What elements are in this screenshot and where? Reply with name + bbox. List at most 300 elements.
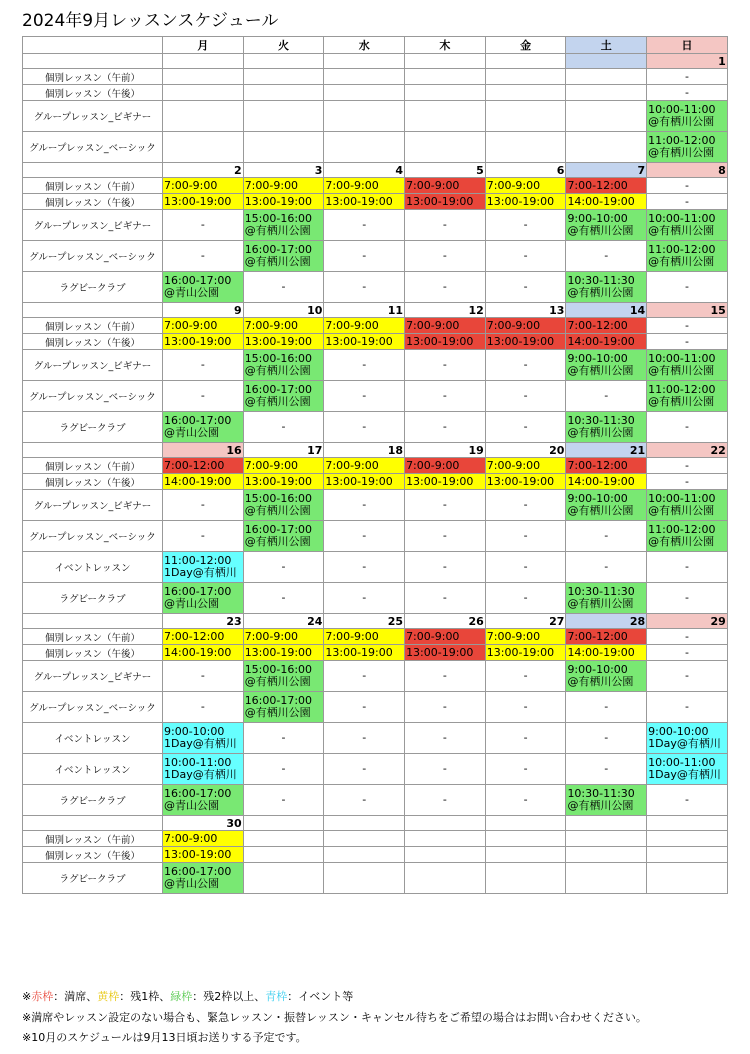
- slot-cell: 13:00-19:00: [485, 194, 566, 210]
- slot-cell: 14:00-19:00: [566, 334, 647, 350]
- slot-cell: -: [647, 412, 728, 443]
- schedule-table: [22, 36, 728, 894]
- slot-cell: 13:00-19:00: [163, 847, 244, 863]
- slot-cell: [324, 831, 405, 847]
- slot-cell: [405, 863, 486, 894]
- weekday-tue: 火: [243, 37, 324, 54]
- slot-cell: -: [324, 723, 405, 754]
- lesson-label: 個別レッスン（午前）: [23, 178, 163, 194]
- slot-cell: [324, 85, 405, 101]
- date-row-label: [23, 303, 163, 318]
- lesson-row: [23, 272, 728, 303]
- slot-cell: 16:00-17:00 @有栖川公園: [243, 381, 324, 412]
- slot-cell: 11:00-12:00 @有栖川公園: [647, 381, 728, 412]
- date-cell: 28: [566, 614, 647, 629]
- lesson-row: [23, 350, 728, 381]
- slot-cell: -: [324, 552, 405, 583]
- slot-cell: 7:00-9:00: [324, 458, 405, 474]
- slot-cell: 7:00-9:00: [324, 178, 405, 194]
- lesson-row: [23, 210, 728, 241]
- date-row: [23, 614, 728, 629]
- slot-cell: 10:00-11:00 @有栖川公園: [647, 350, 728, 381]
- slot-cell: 9:00-10:00 @有栖川公園: [566, 490, 647, 521]
- slot-cell: -: [405, 521, 486, 552]
- date-cell: [324, 816, 405, 831]
- legend-green: 緑枠: [170, 990, 193, 1003]
- slot-cell: 13:00-19:00: [405, 474, 486, 490]
- slot-cell: [647, 863, 728, 894]
- slot-cell: 14:00-19:00: [163, 645, 244, 661]
- slot-cell: -: [566, 521, 647, 552]
- slot-cell: 7:00-12:00: [163, 629, 244, 645]
- date-row: [23, 443, 728, 458]
- slot-cell: -: [324, 210, 405, 241]
- date-cell: 27: [485, 614, 566, 629]
- slot-cell: 9:00-10:00 1Day@有栖川: [647, 723, 728, 754]
- slot-cell: -: [647, 318, 728, 334]
- weekday-sat: 土: [566, 37, 647, 54]
- slot-cell: -: [647, 692, 728, 723]
- slot-cell: -: [163, 521, 244, 552]
- lesson-label: ラグビークラブ: [23, 412, 163, 443]
- slot-cell: -: [243, 754, 324, 785]
- date-cell: 13: [485, 303, 566, 318]
- slot-cell: 10:00-11:00 1Day@有栖川: [163, 754, 244, 785]
- slot-cell: -: [405, 785, 486, 816]
- slot-cell: -: [324, 412, 405, 443]
- slot-cell: -: [647, 785, 728, 816]
- slot-cell: 11:00-12:00 1Day@有栖川: [163, 552, 244, 583]
- slot-cell: -: [566, 754, 647, 785]
- slot-cell: [485, 101, 566, 132]
- slot-cell: -: [243, 785, 324, 816]
- corner-cell: [23, 37, 163, 54]
- slot-cell: 7:00-9:00: [485, 629, 566, 645]
- slot-cell: 16:00-17:00 @青山公園: [163, 412, 244, 443]
- slot-cell: [243, 69, 324, 85]
- lesson-label: グループレッスン_ベーシック: [23, 521, 163, 552]
- slot-cell: -: [566, 241, 647, 272]
- slot-cell: 13:00-19:00: [163, 194, 244, 210]
- slot-cell: -: [485, 692, 566, 723]
- slot-cell: [405, 69, 486, 85]
- slot-cell: -: [405, 552, 486, 583]
- slot-cell: 16:00-17:00 @青山公園: [163, 785, 244, 816]
- lesson-row: [23, 194, 728, 210]
- slot-cell: 7:00-9:00: [485, 178, 566, 194]
- lesson-label: 個別レッスン（午前）: [23, 458, 163, 474]
- slot-cell: -: [324, 785, 405, 816]
- lesson-row: [23, 661, 728, 692]
- date-cell: [485, 816, 566, 831]
- slot-cell: -: [405, 723, 486, 754]
- lesson-label: 個別レッスン（午前）: [23, 831, 163, 847]
- date-cell: 24: [243, 614, 324, 629]
- lesson-label: イベントレッスン: [23, 552, 163, 583]
- slot-cell: 15:00-16:00 @有栖川公園: [243, 350, 324, 381]
- slot-cell: -: [485, 723, 566, 754]
- slot-cell: 7:00-12:00: [566, 629, 647, 645]
- date-cell: 19: [405, 443, 486, 458]
- lesson-row: [23, 552, 728, 583]
- lesson-row: [23, 583, 728, 614]
- slot-cell: -: [324, 754, 405, 785]
- date-cell: [243, 816, 324, 831]
- slot-cell: 9:00-10:00 @有栖川公園: [566, 350, 647, 381]
- slot-cell: -: [647, 458, 728, 474]
- lesson-row: [23, 69, 728, 85]
- slot-cell: [485, 69, 566, 85]
- slot-cell: [566, 863, 647, 894]
- lesson-label: グループレッスン_ベーシック: [23, 692, 163, 723]
- slot-cell: 11:00-12:00 @有栖川公園: [647, 132, 728, 163]
- date-row-label: [23, 163, 163, 178]
- slot-cell: -: [485, 583, 566, 614]
- slot-cell: 14:00-19:00: [566, 194, 647, 210]
- slot-cell: 13:00-19:00: [324, 474, 405, 490]
- slot-cell: -: [485, 754, 566, 785]
- lesson-label: グループレッスン_ベーシック: [23, 381, 163, 412]
- slot-cell: 13:00-19:00: [324, 645, 405, 661]
- legend-red: 赤枠: [31, 990, 54, 1003]
- lesson-row: [23, 85, 728, 101]
- lesson-label: グループレッスン_ビギナー: [23, 210, 163, 241]
- slot-cell: 13:00-19:00: [163, 334, 244, 350]
- lesson-row: [23, 521, 728, 552]
- lesson-label: グループレッスン_ベーシック: [23, 132, 163, 163]
- slot-cell: 13:00-19:00: [243, 194, 324, 210]
- lesson-row: [23, 847, 728, 863]
- date-cell: 1: [647, 54, 728, 69]
- slot-cell: -: [163, 241, 244, 272]
- lesson-label: 個別レッスン（午後）: [23, 85, 163, 101]
- slot-cell: 13:00-19:00: [485, 474, 566, 490]
- note-october: ※10月のスケジュールは9月13日頃お送りする予定です。: [22, 1031, 307, 1044]
- slot-cell: -: [485, 521, 566, 552]
- slot-cell: -: [163, 210, 244, 241]
- slot-cell: -: [485, 661, 566, 692]
- slot-cell: -: [405, 583, 486, 614]
- slot-cell: -: [324, 521, 405, 552]
- slot-cell: [163, 85, 244, 101]
- slot-cell: 16:00-17:00 @青山公園: [163, 583, 244, 614]
- slot-cell: -: [566, 381, 647, 412]
- lesson-label: 個別レッスン（午後）: [23, 847, 163, 863]
- slot-cell: [566, 847, 647, 863]
- slot-cell: -: [405, 350, 486, 381]
- date-row-label: [23, 443, 163, 458]
- slot-cell: [163, 69, 244, 85]
- date-cell: 18: [324, 443, 405, 458]
- slot-cell: -: [485, 785, 566, 816]
- slot-cell: -: [405, 692, 486, 723]
- date-cell: [324, 54, 405, 69]
- date-cell: 26: [405, 614, 486, 629]
- date-cell: [647, 816, 728, 831]
- slot-cell: -: [405, 272, 486, 303]
- lesson-row: [23, 645, 728, 661]
- date-cell: 22: [647, 443, 728, 458]
- lesson-label: 個別レッスン（午前）: [23, 69, 163, 85]
- schedule-body: [23, 37, 728, 894]
- date-cell: 21: [566, 443, 647, 458]
- slot-cell: 7:00-9:00: [405, 318, 486, 334]
- slot-cell: 7:00-12:00: [163, 458, 244, 474]
- lesson-row: [23, 490, 728, 521]
- date-cell: [163, 54, 244, 69]
- slot-cell: 7:00-9:00: [243, 629, 324, 645]
- slot-cell: 10:00-11:00 @有栖川公園: [647, 210, 728, 241]
- slot-cell: -: [485, 381, 566, 412]
- slot-cell: 10:30-11:30 @有栖川公園: [566, 583, 647, 614]
- slot-cell: -: [647, 552, 728, 583]
- date-row: [23, 54, 728, 69]
- slot-cell: 9:00-10:00 @有栖川公園: [566, 661, 647, 692]
- slot-cell: 13:00-19:00: [405, 194, 486, 210]
- slot-cell: -: [405, 210, 486, 241]
- slot-cell: [566, 85, 647, 101]
- slot-cell: 13:00-19:00: [243, 645, 324, 661]
- note-contact: ※満席やレッスン設定のない場合も、緊急レッスン・振替レッスン・キャンセル待ちをご希望の場合はお問い合わせください。: [22, 1011, 647, 1024]
- date-cell: [243, 54, 324, 69]
- weekday-thu: 木: [405, 37, 486, 54]
- slot-cell: [647, 831, 728, 847]
- lesson-row: [23, 692, 728, 723]
- legend-red-desc: ：満席、: [53, 990, 98, 1003]
- slot-cell: [485, 847, 566, 863]
- slot-cell: [566, 101, 647, 132]
- slot-cell: -: [566, 723, 647, 754]
- lesson-row: [23, 723, 728, 754]
- slot-cell: 16:00-17:00 @有栖川公園: [243, 241, 324, 272]
- date-cell: 5: [405, 163, 486, 178]
- slot-cell: [163, 101, 244, 132]
- slot-cell: 9:00-10:00 @有栖川公園: [566, 210, 647, 241]
- slot-cell: -: [405, 241, 486, 272]
- slot-cell: [324, 101, 405, 132]
- slot-cell: -: [647, 69, 728, 85]
- slot-cell: 7:00-9:00: [485, 458, 566, 474]
- slot-cell: -: [324, 583, 405, 614]
- slot-cell: [243, 132, 324, 163]
- slot-cell: -: [163, 661, 244, 692]
- slot-cell: -: [647, 178, 728, 194]
- slot-cell: 7:00-9:00: [243, 458, 324, 474]
- date-row: [23, 816, 728, 831]
- slot-cell: -: [647, 334, 728, 350]
- slot-cell: -: [647, 194, 728, 210]
- slot-cell: -: [324, 350, 405, 381]
- lesson-label: 個別レッスン（午前）: [23, 629, 163, 645]
- lesson-row: [23, 863, 728, 894]
- slot-cell: [405, 85, 486, 101]
- slot-cell: -: [243, 412, 324, 443]
- slot-cell: 7:00-9:00: [405, 629, 486, 645]
- date-row: [23, 163, 728, 178]
- slot-cell: -: [163, 692, 244, 723]
- lesson-row: [23, 785, 728, 816]
- lesson-row: [23, 412, 728, 443]
- date-cell: 11: [324, 303, 405, 318]
- slot-cell: -: [485, 412, 566, 443]
- date-cell: [566, 54, 647, 69]
- slot-cell: -: [243, 723, 324, 754]
- date-cell: 29: [647, 614, 728, 629]
- slot-cell: 7:00-9:00: [405, 178, 486, 194]
- slot-cell: [243, 101, 324, 132]
- slot-cell: 10:00-11:00 @有栖川公園: [647, 490, 728, 521]
- lesson-row: [23, 101, 728, 132]
- slot-cell: [324, 132, 405, 163]
- slot-cell: [324, 847, 405, 863]
- date-row-label: [23, 614, 163, 629]
- slot-cell: [566, 831, 647, 847]
- date-cell: [566, 816, 647, 831]
- legend: [22, 988, 353, 1004]
- slot-cell: -: [324, 272, 405, 303]
- slot-cell: [566, 132, 647, 163]
- slot-cell: [566, 69, 647, 85]
- slot-cell: -: [405, 412, 486, 443]
- slot-cell: -: [324, 241, 405, 272]
- slot-cell: 15:00-16:00 @有栖川公園: [243, 661, 324, 692]
- slot-cell: [243, 85, 324, 101]
- slot-cell: -: [485, 241, 566, 272]
- date-cell: 4: [324, 163, 405, 178]
- slot-cell: [324, 69, 405, 85]
- slot-cell: -: [647, 661, 728, 692]
- lesson-row: [23, 831, 728, 847]
- date-cell: [485, 54, 566, 69]
- slot-cell: 14:00-19:00: [566, 474, 647, 490]
- slot-cell: 15:00-16:00 @有栖川公園: [243, 490, 324, 521]
- lesson-label: グループレッスン_ビギナー: [23, 661, 163, 692]
- slot-cell: 7:00-12:00: [566, 178, 647, 194]
- slot-cell: 13:00-19:00: [485, 645, 566, 661]
- slot-cell: -: [405, 661, 486, 692]
- slot-cell: [485, 863, 566, 894]
- lesson-label: グループレッスン_ベーシック: [23, 241, 163, 272]
- slot-cell: [405, 831, 486, 847]
- lesson-row: [23, 318, 728, 334]
- slot-cell: -: [243, 583, 324, 614]
- slot-cell: 7:00-9:00: [405, 458, 486, 474]
- date-cell: 20: [485, 443, 566, 458]
- slot-cell: [405, 132, 486, 163]
- slot-cell: -: [647, 629, 728, 645]
- slot-cell: 11:00-12:00 @有栖川公園: [647, 521, 728, 552]
- slot-cell: -: [243, 552, 324, 583]
- slot-cell: -: [243, 272, 324, 303]
- slot-cell: -: [485, 552, 566, 583]
- date-cell: 16: [163, 443, 244, 458]
- weekday-header-row: [23, 37, 728, 54]
- lesson-row: [23, 178, 728, 194]
- slot-cell: 16:00-17:00 @青山公園: [163, 863, 244, 894]
- slot-cell: 14:00-19:00: [163, 474, 244, 490]
- lesson-row: [23, 241, 728, 272]
- date-cell: [405, 54, 486, 69]
- date-cell: 9: [163, 303, 244, 318]
- slot-cell: [485, 85, 566, 101]
- legend-cyan: 青枠: [265, 990, 288, 1003]
- slot-cell: 7:00-9:00: [163, 318, 244, 334]
- slot-cell: -: [647, 583, 728, 614]
- date-cell: 2: [163, 163, 244, 178]
- slot-cell: -: [647, 645, 728, 661]
- slot-cell: [243, 847, 324, 863]
- slot-cell: 7:00-9:00: [485, 318, 566, 334]
- slot-cell: 11:00-12:00 @有栖川公園: [647, 241, 728, 272]
- lesson-row: [23, 334, 728, 350]
- slot-cell: 13:00-19:00: [243, 334, 324, 350]
- slot-cell: [243, 863, 324, 894]
- lesson-row: [23, 754, 728, 785]
- slot-cell: 10:00-11:00 1Day@有栖川: [647, 754, 728, 785]
- lesson-label: イベントレッスン: [23, 723, 163, 754]
- slot-cell: [485, 132, 566, 163]
- slot-cell: -: [163, 350, 244, 381]
- slot-cell: 13:00-19:00: [324, 194, 405, 210]
- lesson-label: グループレッスン_ビギナー: [23, 101, 163, 132]
- lesson-row: [23, 381, 728, 412]
- slot-cell: [485, 831, 566, 847]
- legend-yellow-desc: ：残1枠、: [119, 990, 171, 1003]
- slot-cell: -: [324, 381, 405, 412]
- slot-cell: 13:00-19:00: [405, 334, 486, 350]
- slot-cell: -: [647, 474, 728, 490]
- slot-cell: [324, 863, 405, 894]
- slot-cell: 9:00-10:00 1Day@有栖川: [163, 723, 244, 754]
- slot-cell: -: [485, 350, 566, 381]
- lesson-label: グループレッスン_ビギナー: [23, 490, 163, 521]
- slot-cell: 10:30-11:30 @有栖川公園: [566, 272, 647, 303]
- slot-cell: 7:00-9:00: [243, 318, 324, 334]
- date-cell: 8: [647, 163, 728, 178]
- slot-cell: 7:00-9:00: [163, 178, 244, 194]
- date-cell: 6: [485, 163, 566, 178]
- slot-cell: 13:00-19:00: [243, 474, 324, 490]
- lesson-row: [23, 629, 728, 645]
- date-cell: 25: [324, 614, 405, 629]
- weekday-fri: 金: [485, 37, 566, 54]
- slot-cell: 16:00-17:00 @青山公園: [163, 272, 244, 303]
- slot-cell: -: [405, 381, 486, 412]
- lesson-label: 個別レッスン（午後）: [23, 474, 163, 490]
- date-cell: 14: [566, 303, 647, 318]
- slot-cell: 16:00-17:00 @有栖川公園: [243, 692, 324, 723]
- slot-cell: [405, 847, 486, 863]
- slot-cell: -: [405, 490, 486, 521]
- date-cell: [405, 816, 486, 831]
- lesson-label: イベントレッスン: [23, 754, 163, 785]
- lesson-label: グループレッスン_ビギナー: [23, 350, 163, 381]
- lesson-label: ラグビークラブ: [23, 583, 163, 614]
- lesson-label: ラグビークラブ: [23, 785, 163, 816]
- slot-cell: 7:00-9:00: [324, 629, 405, 645]
- slot-cell: 15:00-16:00 @有栖川公園: [243, 210, 324, 241]
- slot-cell: 7:00-9:00: [243, 178, 324, 194]
- lesson-row: [23, 474, 728, 490]
- weekday-sun: 日: [647, 37, 728, 54]
- slot-cell: 10:30-11:30 @有栖川公園: [566, 785, 647, 816]
- lesson-row: [23, 458, 728, 474]
- slot-cell: -: [485, 272, 566, 303]
- legend-green-desc: ：残2枠以上、: [192, 990, 266, 1003]
- slot-cell: 13:00-19:00: [485, 334, 566, 350]
- slot-cell: -: [647, 272, 728, 303]
- weekday-wed: 水: [324, 37, 405, 54]
